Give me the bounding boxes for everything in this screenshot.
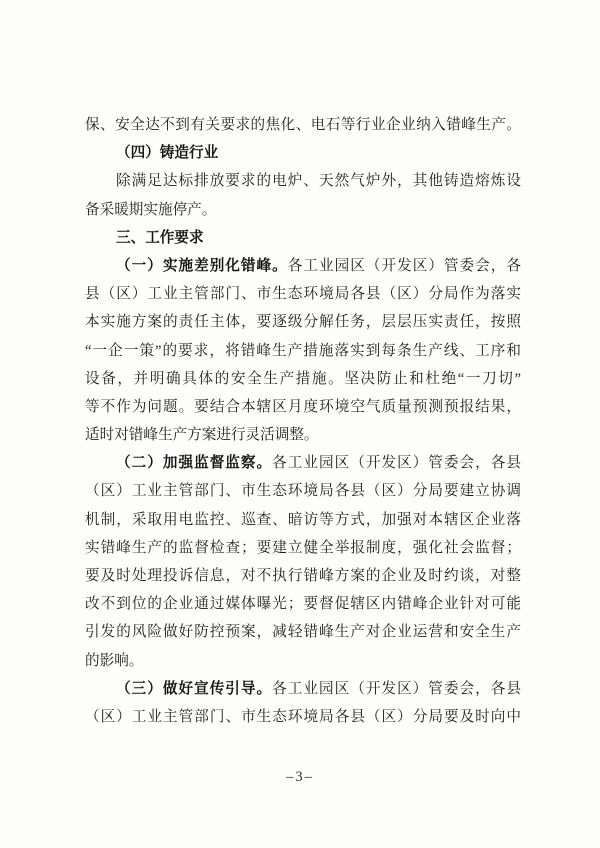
doc-line-text: （区）工业主管部门、市生态环境局各县（区）分局要建立协调 bbox=[85, 483, 521, 500]
doc-line-text: 各工业园区（开发区）管委会，各县 bbox=[272, 455, 521, 472]
doc-line bbox=[85, 111, 521, 139]
document-body-text bbox=[85, 111, 521, 731]
doc-line-text: 机制，采取用电监控、巡查、暗访等方式，加强对本辖区企业落 bbox=[85, 511, 521, 528]
doc-line bbox=[85, 534, 521, 562]
doc-line-text: 备采暖期实施停产。 bbox=[85, 201, 217, 218]
doc-line bbox=[85, 196, 521, 224]
doc-line-text: “一企一策”的要求，将错峰生产措施落实到每条生产线、工序和 bbox=[85, 342, 521, 359]
doc-line bbox=[85, 618, 521, 646]
doc-line-text: 要及时处理投诉信息，对不执行错峰方案的企业及时约谈，对整 bbox=[85, 568, 521, 584]
doc-line bbox=[85, 703, 521, 731]
heading-casting-industry bbox=[85, 139, 521, 167]
doc-line bbox=[85, 562, 521, 590]
doc-line-bold: 三、工作要求 bbox=[116, 229, 204, 246]
doc-line bbox=[85, 647, 521, 675]
doc-line-text: 设备，并明确具体的安全生产措施。坚决防止和杜绝“一刀切” bbox=[85, 370, 521, 387]
para-lead-strengthen-supervision bbox=[85, 449, 521, 477]
doc-line bbox=[85, 308, 521, 336]
doc-line-text: 等不作为问题。要结合本辖区月度环境空气质量预测预报结果， bbox=[85, 398, 521, 415]
doc-line bbox=[85, 167, 521, 195]
doc-line bbox=[85, 506, 521, 534]
doc-line-text: （区）工业主管部门、市生态环境局各县（区）分局要及时向中 bbox=[85, 708, 521, 725]
doc-line-text: 各工业园区（开发区）管委会，各 bbox=[287, 257, 521, 274]
doc-line-text: 各工业园区（开发区）管委会，各县 bbox=[272, 680, 521, 697]
doc-line bbox=[85, 421, 521, 449]
doc-line-text: 实错峰生产的监督检查；要建立健全举报制度，强化社会监督； bbox=[85, 539, 521, 556]
doc-line-text: 引发的风险做好防控预案，减轻错峰生产对企业运营和安全生产 bbox=[85, 624, 521, 641]
doc-line bbox=[85, 590, 521, 618]
doc-line bbox=[85, 365, 521, 393]
doc-line-bold: （四）铸造行业 bbox=[116, 145, 219, 162]
heading-work-requirements bbox=[85, 224, 521, 252]
doc-line-text: 本实施方案的责任主体，要逐级分解任务，层层压实责任，按照 bbox=[85, 314, 521, 331]
doc-line bbox=[85, 477, 521, 505]
para-lead-bold: （二）加强监督监察。 bbox=[116, 455, 273, 472]
doc-line-text: 适时对错峰生产方案进行灵活调整。 bbox=[85, 427, 319, 444]
doc-line-text: 的影响。 bbox=[85, 652, 144, 669]
doc-line-text: 改不到位的企业通过媒体曝光；要督促辖区内错峰企业针对可能 bbox=[85, 596, 521, 613]
page-number: –3– bbox=[286, 769, 314, 785]
para-lead-bold: （一）实施差别化错峰。 bbox=[116, 257, 288, 274]
doc-line bbox=[85, 337, 521, 365]
para-lead-publicity-guidance bbox=[85, 675, 521, 703]
doc-line-text: 县（区）工业主管部门、市生态环境局各县（区）分局作为落实 bbox=[85, 286, 521, 303]
doc-line bbox=[85, 393, 521, 421]
doc-line bbox=[85, 280, 521, 308]
para-lead-differentiated-peak bbox=[85, 252, 521, 280]
doc-line-text: 除满足达标排放要求的电炉、天然气炉外，其他铸造熔炼设 bbox=[116, 173, 521, 190]
doc-line-text: 保、安全达不到有关要求的焦化、电石等行业企业纳入错峰生产。 bbox=[85, 117, 521, 133]
para-lead-bold: （三）做好宣传引导。 bbox=[116, 680, 273, 697]
